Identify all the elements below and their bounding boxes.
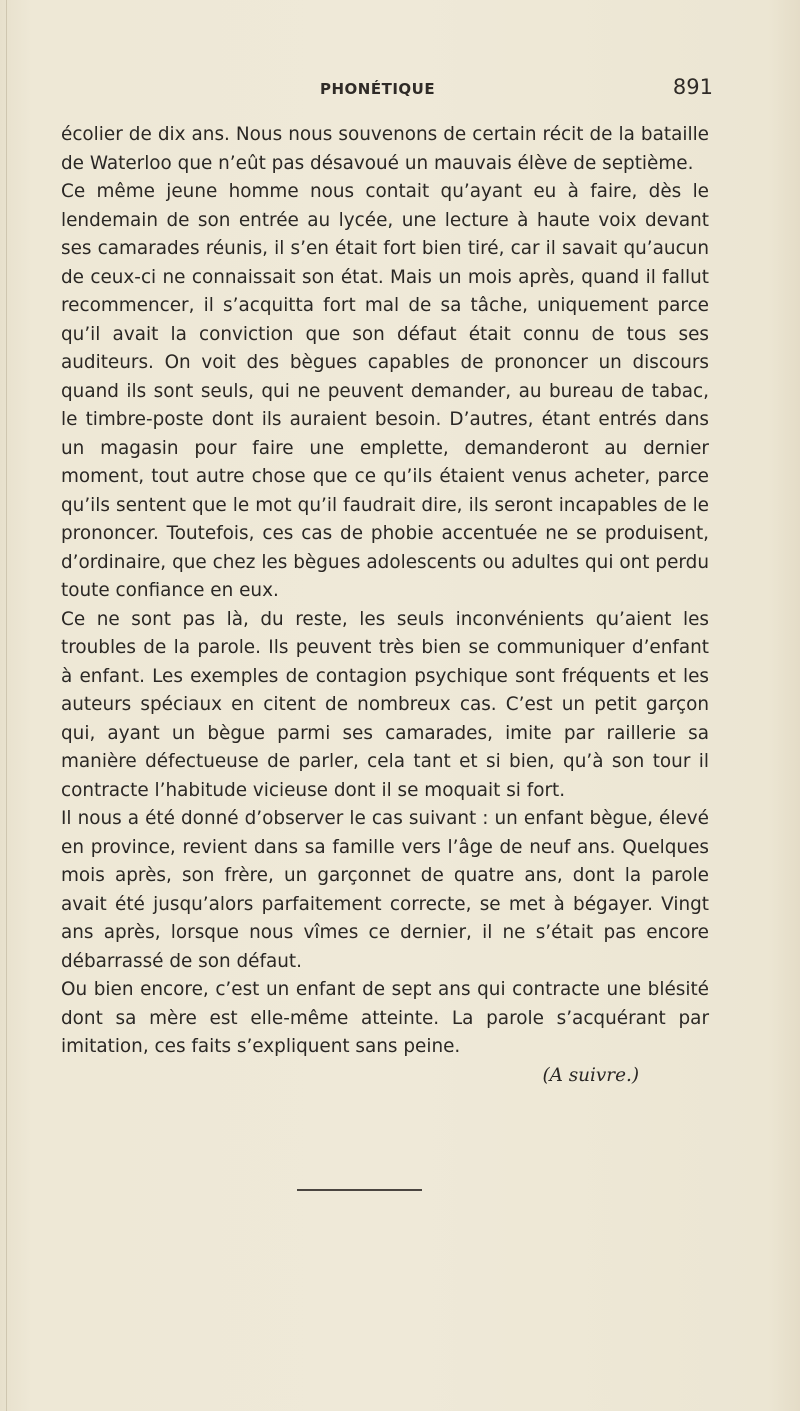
paragraph-3: Ce ne sont pas là, du reste, les seuls inconvénients qu’aient les troubles de la parole. Ils peuvent très bien se communiquer d’enfant à enfant. Les exemples de contagion psychique sont fréquents et les auteurs spéciaux en citent de nombreux cas. C’est un petit garçon qui, ayant un bègue parmi ses camarades, imite par raillerie sa manière défectueuse de parler, cela tant et si bien, qu’à son tour il contracte l’habitude vicieuse dont il se moquait si fort. [61, 608, 709, 801]
to-be-continued [61, 1062, 709, 1091]
to-be-continued-text: (A suivre.) [542, 1064, 639, 1086]
body-text [61, 121, 709, 1090]
paragraph-5: Ou bien encore, c’est un enfant de sept ans qui contracte une blésité dont sa mère est elle-même atteinte. La parole s’acquérant par imitation, ces faits s’expliquent sans peine. [61, 979, 709, 1057]
running-title: PHONÉTIQUE [320, 80, 436, 98]
page-edge-shadow [6, 0, 7, 1411]
page-header [0, 74, 800, 104]
paragraph-4: Il nous a été donné d’observer le cas suivant : un enfant bègue, élevé en province, revient dans sa famille vers l’âge de neuf ans. Quelques mois après, son frère, un garçonnet de quatre ans, dont la parole avait été jusqu’alors parfaitement correcte, se met à bégayer. Vingt ans après, lorsque nous vîmes ce dernier, il ne s’était pas encore débarrassé de son défaut. [61, 808, 709, 972]
section-end-rule [297, 1189, 422, 1191]
paragraph-2: Ce même jeune homme nous contait qu’ayant eu à faire, dès le lendemain de son entrée au lycée, une lecture à haute voix devant ses camarades réunis, il s’en était fort bien tiré, car il savait qu’aucun de ceux-ci ne connaissait son état. Mais un mois après, quand il fallut recommencer, il s’acquitta fort mal de sa tâche, uniquement parce qu’il avait la conviction que son défaut était connu de tous ses auditeurs. On voit des bègues capables de prononcer un discours quand ils sont seuls, qui ne peuvent demander, au bureau de tabac, le timbre-poste dont ils auraient besoin. D’autres, étant entrés dans un magasin pour faire une emplette, demanderont au dernier moment, tout autre chose que ce qu’ils étaient venus acheter, parce qu’ils sentent que le mot qu’il faudrait dire, ils seront incapables de le prononcer. Toutefois, ces cas de phobie accentuée ne se produisent, d’ordinaire, que chez les bègues adolescents ou adultes qui ont perdu toute confiance en eux. [61, 181, 709, 601]
paragraph-1: écolier de dix ans. Nous nous souvenons de certain récit de la bataille de Waterloo que n’eût pas désavoué un mauvais élève de septième. [61, 124, 709, 174]
page-number: 891 [672, 75, 713, 99]
